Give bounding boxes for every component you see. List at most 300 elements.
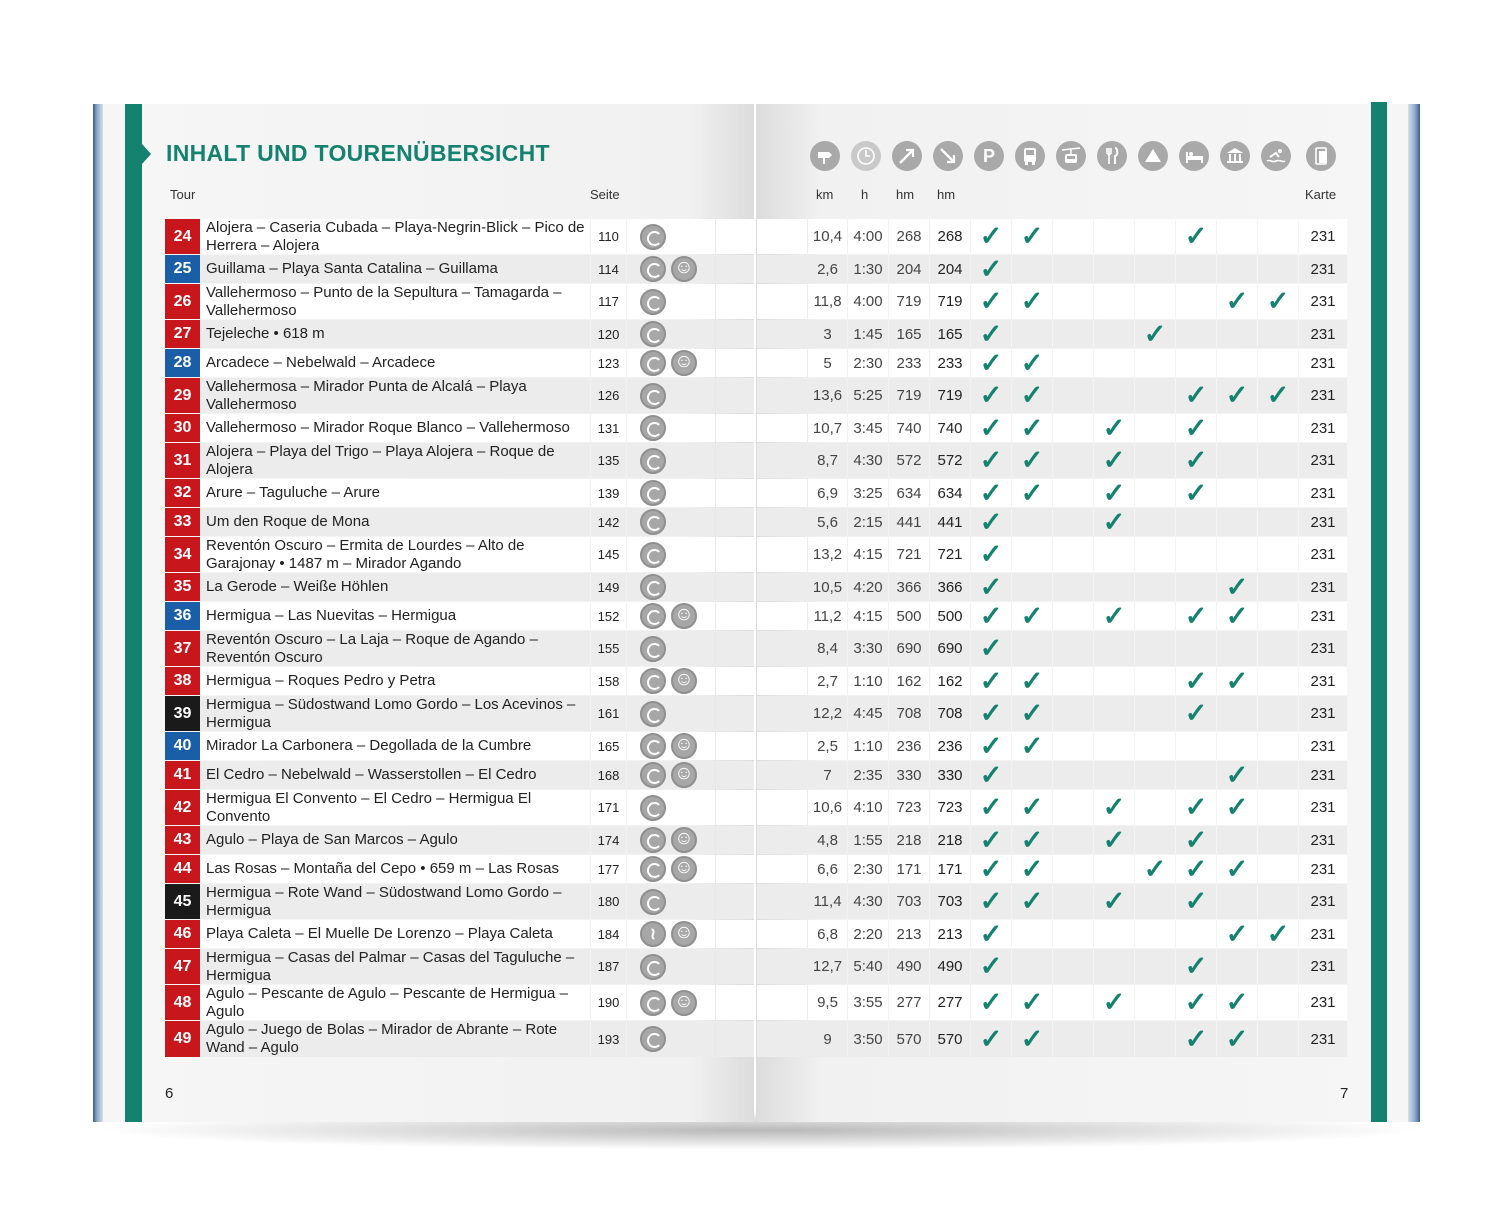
tour-descent: 500 <box>930 602 970 630</box>
tour-symbols <box>627 255 715 283</box>
feature-cell <box>1012 320 1052 348</box>
feature-cell <box>1258 985 1298 1020</box>
gutter-cell <box>716 949 754 984</box>
feature-cell <box>971 920 1011 948</box>
tour-ascent: 165 <box>889 320 929 348</box>
feature-cell <box>1135 320 1175 348</box>
table-row <box>0 985 1500 1020</box>
feature-cell <box>1258 732 1298 760</box>
feature-cell <box>971 631 1011 666</box>
tour-km: 8,4 <box>808 631 847 666</box>
gutter-cell <box>757 732 807 760</box>
table-row <box>0 508 1500 536</box>
tour-km: 3 <box>808 320 847 348</box>
gutter-cell <box>716 855 754 883</box>
tour-hours: 4:10 <box>848 790 888 825</box>
feature-cell <box>1135 696 1175 731</box>
check-icon: ✓ <box>1184 886 1208 916</box>
feature-cell <box>1053 479 1093 507</box>
feature-cell <box>1053 537 1093 572</box>
tour-descent: 634 <box>930 479 970 507</box>
gutter-cell <box>716 284 754 319</box>
table-row <box>0 631 1500 666</box>
feature-cell <box>1135 602 1175 630</box>
tour-km: 13,2 <box>808 537 847 572</box>
feature-cell <box>1217 696 1257 731</box>
round-trip-icon <box>640 762 666 788</box>
tour-number: 24 <box>165 219 200 254</box>
feature-cell <box>1094 949 1134 984</box>
feature-cell <box>1258 573 1298 601</box>
feature-cell <box>971 378 1011 413</box>
tour-map: 231 <box>1299 320 1347 348</box>
check-icon: ✓ <box>979 286 1003 316</box>
feature-cell <box>1094 573 1134 601</box>
feature-cell <box>1258 920 1298 948</box>
check-icon: ✓ <box>979 759 1003 790</box>
gutter-cell <box>716 508 754 536</box>
tour-name: Vallehermoso – Punto de la Sepultura – Tamagarda – Vallehermoso <box>200 284 590 319</box>
feature-cell <box>1176 732 1216 760</box>
feature-cell <box>1012 378 1052 413</box>
check-icon: ✓ <box>1020 221 1044 251</box>
table-row <box>0 1021 1500 1057</box>
feature-cell <box>1135 284 1175 319</box>
tour-km: 5 <box>808 349 847 377</box>
check-icon: ✓ <box>1020 445 1044 475</box>
tour-map: 231 <box>1299 696 1347 731</box>
feature-cell <box>1217 508 1257 536</box>
family-friendly-icon <box>671 350 697 376</box>
tour-hours: 1:55 <box>848 826 888 854</box>
gutter-cell <box>757 667 807 695</box>
tour-page: 149 <box>591 573 626 601</box>
tour-number: 36 <box>165 602 200 630</box>
tour-symbols <box>627 414 715 442</box>
gutter-cell <box>716 414 754 442</box>
tour-ascent: 690 <box>889 631 929 666</box>
tour-ascent: 572 <box>889 443 929 478</box>
feature-cell <box>1258 320 1298 348</box>
tour-symbols <box>627 349 715 377</box>
tour-descent: 721 <box>930 537 970 572</box>
round-trip-icon <box>640 574 666 600</box>
tour-map: 231 <box>1299 378 1347 413</box>
feature-cell <box>1053 732 1093 760</box>
feature-cell <box>1217 443 1257 478</box>
tour-map: 231 <box>1299 667 1347 695</box>
check-icon: ✓ <box>1184 824 1208 855</box>
check-icon: ✓ <box>1225 380 1249 410</box>
check-icon: ✓ <box>1020 792 1044 822</box>
feature-cell <box>971 320 1011 348</box>
tour-page: 145 <box>591 537 626 572</box>
round-trip-icon <box>640 542 666 568</box>
tour-name: Um den Roque de Mona <box>200 508 590 536</box>
tour-map: 231 <box>1299 985 1347 1020</box>
round-trip-icon <box>640 509 666 535</box>
gutter-cell <box>716 790 754 825</box>
feature-cell <box>971 761 1011 789</box>
col-header-km: km <box>816 187 834 202</box>
feature-cell <box>1094 920 1134 948</box>
family-friendly-icon <box>671 762 697 788</box>
table-row <box>0 667 1500 695</box>
tour-page: 131 <box>591 414 626 442</box>
tour-number: 49 <box>165 1021 200 1057</box>
parking-icon: P <box>974 141 1004 171</box>
feature-cell <box>1135 414 1175 442</box>
table-row <box>0 732 1500 760</box>
check-icon: ✓ <box>979 1023 1003 1054</box>
tour-page: 184 <box>591 920 626 948</box>
tour-hours: 2:30 <box>848 855 888 883</box>
tour-symbols <box>627 732 715 760</box>
tour-number: 25 <box>165 255 200 283</box>
feature-cell <box>971 284 1011 319</box>
gutter-cell <box>757 349 807 377</box>
check-icon: ✓ <box>1020 886 1044 916</box>
round-trip-icon <box>640 827 666 853</box>
tour-symbols <box>627 1021 715 1057</box>
feature-cell <box>1176 790 1216 825</box>
feature-cell <box>1094 790 1134 825</box>
feature-cell <box>1176 508 1216 536</box>
gutter-cell <box>757 479 807 507</box>
feature-cell <box>1176 761 1216 789</box>
feature-cell <box>1053 414 1093 442</box>
feature-cell <box>971 573 1011 601</box>
feature-cell <box>1094 1021 1134 1057</box>
check-icon: ✓ <box>1184 1023 1208 1054</box>
gutter-cell <box>757 985 807 1020</box>
round-trip-icon <box>640 636 666 662</box>
feature-cell <box>1217 884 1257 919</box>
feature-cell <box>1217 219 1257 254</box>
feature-cell <box>1012 667 1052 695</box>
table-row <box>0 696 1500 731</box>
tour-symbols <box>627 479 715 507</box>
tour-km: 7 <box>808 761 847 789</box>
gutter-cell <box>716 985 754 1020</box>
feature-cell <box>1053 349 1093 377</box>
tour-symbols <box>627 573 715 601</box>
tour-ascent: 218 <box>889 826 929 854</box>
feature-cell <box>971 855 1011 883</box>
check-icon: ✓ <box>1102 477 1126 508</box>
check-icon: ✓ <box>979 951 1003 981</box>
gutter-cell <box>716 378 754 413</box>
check-icon: ✓ <box>1020 824 1044 855</box>
tour-ascent: 213 <box>889 920 929 948</box>
tour-descent: 708 <box>930 696 970 731</box>
gutter-cell <box>757 631 807 666</box>
tour-number: 40 <box>165 732 200 760</box>
tour-map: 231 <box>1299 508 1347 536</box>
tour-km: 10,4 <box>808 219 847 254</box>
tour-hours: 4:00 <box>848 284 888 319</box>
check-icon: ✓ <box>1225 600 1249 631</box>
tour-descent: 719 <box>930 378 970 413</box>
feature-cell <box>971 696 1011 731</box>
tour-number: 44 <box>165 855 200 883</box>
feature-cell <box>1217 949 1257 984</box>
feature-cell <box>1135 508 1175 536</box>
feature-cell <box>1135 920 1175 948</box>
feature-cell <box>1012 479 1052 507</box>
check-icon: ✓ <box>1020 698 1044 728</box>
check-icon: ✓ <box>1225 759 1249 790</box>
feature-cell <box>1135 573 1175 601</box>
tour-map: 231 <box>1299 1021 1347 1057</box>
round-trip-icon <box>640 321 666 347</box>
feature-cell <box>1217 631 1257 666</box>
tour-map: 231 <box>1299 443 1347 478</box>
check-icon: ✓ <box>1143 853 1167 884</box>
gutter-cell <box>716 219 754 254</box>
gutter-cell <box>716 884 754 919</box>
gutter-cell <box>757 920 807 948</box>
tour-name: Hermigua – Roques Pedro y Petra <box>200 667 590 695</box>
round-trip-icon <box>640 856 666 882</box>
tour-number: 47 <box>165 949 200 984</box>
check-icon: ✓ <box>979 412 1003 443</box>
feature-cell <box>1094 696 1134 731</box>
tour-km: 8,7 <box>808 443 847 478</box>
check-icon: ✓ <box>1020 1023 1044 1054</box>
check-icon: ✓ <box>1184 987 1208 1017</box>
feature-cell <box>1012 1021 1052 1057</box>
tour-ascent: 740 <box>889 414 929 442</box>
gutter-cell <box>757 826 807 854</box>
feature-cell <box>1217 537 1257 572</box>
round-trip-icon <box>640 383 666 409</box>
check-icon: ✓ <box>1102 412 1126 443</box>
tour-descent: 703 <box>930 884 970 919</box>
col-header-seite: Seite <box>590 187 620 202</box>
feature-cell <box>1135 790 1175 825</box>
tour-page: 187 <box>591 949 626 984</box>
tour-km: 9 <box>808 1021 847 1057</box>
check-icon: ✓ <box>1225 665 1249 696</box>
gutter-cell <box>716 667 754 695</box>
check-icon: ✓ <box>1020 286 1044 316</box>
signpost-icon <box>810 141 840 171</box>
feature-cell <box>1176 255 1216 283</box>
tour-number: 37 <box>165 631 200 666</box>
page-number-left: 6 <box>165 1085 174 1102</box>
feature-cell <box>1012 602 1052 630</box>
family-friendly-icon <box>671 827 697 853</box>
feature-cell <box>1176 949 1216 984</box>
coast-route-icon <box>640 921 666 947</box>
feature-cell <box>1053 761 1093 789</box>
tour-descent: 268 <box>930 219 970 254</box>
gutter-cell <box>757 537 807 572</box>
feature-cell <box>1053 219 1093 254</box>
gutter-cell <box>757 1021 807 1057</box>
camping-icon <box>1138 141 1168 171</box>
check-icon: ✓ <box>1225 987 1249 1017</box>
feature-cell <box>1094 732 1134 760</box>
tour-name: Arure – Taguluche – Arure <box>200 479 590 507</box>
tour-km: 11,4 <box>808 884 847 919</box>
gutter-cell <box>757 255 807 283</box>
tour-number: 46 <box>165 920 200 948</box>
feature-cell <box>1135 631 1175 666</box>
round-trip-icon <box>640 224 666 250</box>
tour-hours: 3:50 <box>848 1021 888 1057</box>
feature-cell <box>1135 479 1175 507</box>
tour-descent: 204 <box>930 255 970 283</box>
tour-name: Hermigua El Convento – El Cedro – Hermigua El Convento <box>200 790 590 825</box>
tour-map: 231 <box>1299 920 1347 948</box>
gutter-cell <box>716 732 754 760</box>
tour-km: 11,8 <box>808 284 847 319</box>
tour-symbols <box>627 949 715 984</box>
feature-cell <box>971 537 1011 572</box>
feature-cell <box>1176 696 1216 731</box>
col-header-tour: Tour <box>170 187 196 202</box>
feature-cell <box>1217 732 1257 760</box>
check-icon: ✓ <box>1266 286 1290 316</box>
tour-hours: 1:10 <box>848 732 888 760</box>
descent-icon <box>933 141 963 171</box>
tour-name: Reventón Oscuro – La Laja – Roque de Agando – Reventón Oscuro <box>200 631 590 666</box>
tour-hours: 1:30 <box>848 255 888 283</box>
feature-cell <box>1135 537 1175 572</box>
check-icon: ✓ <box>1184 698 1208 728</box>
feature-cell <box>1135 667 1175 695</box>
feature-cell <box>1053 790 1093 825</box>
feature-cell <box>1012 631 1052 666</box>
feature-cell <box>971 949 1011 984</box>
feature-cell <box>1217 349 1257 377</box>
tour-km: 6,6 <box>808 855 847 883</box>
feature-cell <box>1217 255 1257 283</box>
tour-map: 231 <box>1299 414 1347 442</box>
feature-cell <box>971 826 1011 854</box>
feature-cell <box>1012 884 1052 919</box>
gutter-cell <box>716 479 754 507</box>
tour-ascent: 708 <box>889 696 929 731</box>
check-icon: ✓ <box>1225 571 1249 602</box>
tour-map: 231 <box>1299 761 1347 789</box>
tour-name: Mirador La Carbonera – Degollada de la Cumbre <box>200 732 590 760</box>
tour-km: 2,6 <box>808 255 847 283</box>
check-icon: ✓ <box>1184 412 1208 443</box>
feature-cell <box>1053 443 1093 478</box>
gutter-cell <box>716 1021 754 1057</box>
feature-cell <box>1012 790 1052 825</box>
tour-symbols <box>627 378 715 413</box>
check-icon: ✓ <box>979 600 1003 631</box>
feature-cell <box>1135 1021 1175 1057</box>
check-icon: ✓ <box>1184 445 1208 475</box>
feature-cell <box>1012 920 1052 948</box>
round-trip-icon <box>640 733 666 759</box>
tour-number: 39 <box>165 696 200 731</box>
round-trip-icon <box>640 256 666 282</box>
table-row <box>0 949 1500 984</box>
tour-symbols <box>627 602 715 630</box>
lodging-icon <box>1179 141 1209 171</box>
feature-cell <box>1217 761 1257 789</box>
tour-hours: 4:45 <box>848 696 888 731</box>
tour-hours: 4:30 <box>848 443 888 478</box>
feature-cell <box>1217 1021 1257 1057</box>
tour-number: 48 <box>165 985 200 1020</box>
tour-symbols <box>627 667 715 695</box>
tour-symbols <box>627 920 715 948</box>
tour-number: 34 <box>165 537 200 572</box>
feature-cell <box>1053 667 1093 695</box>
gutter-cell <box>757 320 807 348</box>
tour-km: 12,2 <box>808 696 847 731</box>
check-icon: ✓ <box>1184 600 1208 631</box>
feature-cell <box>1258 602 1298 630</box>
feature-cell <box>1258 378 1298 413</box>
tour-page: 139 <box>591 479 626 507</box>
tour-number: 42 <box>165 790 200 825</box>
tour-map: 231 <box>1299 537 1347 572</box>
feature-cell <box>1258 443 1298 478</box>
feature-cell <box>1258 414 1298 442</box>
tour-symbols <box>627 219 715 254</box>
feature-cell <box>1258 479 1298 507</box>
gutter-cell <box>716 826 754 854</box>
gutter-cell <box>757 602 807 630</box>
tour-hours: 5:25 <box>848 378 888 413</box>
feature-cell <box>1094 602 1134 630</box>
round-trip-icon <box>640 668 666 694</box>
check-icon: ✓ <box>979 665 1003 696</box>
tour-symbols <box>627 761 715 789</box>
gutter-cell <box>757 508 807 536</box>
tour-name: Tejeleche • 618 m <box>200 320 590 348</box>
feature-cell <box>1217 378 1257 413</box>
feature-cell <box>1176 320 1216 348</box>
table-row <box>0 479 1500 507</box>
tour-page: 123 <box>591 349 626 377</box>
check-icon: ✓ <box>1102 506 1126 537</box>
feature-cell <box>1012 284 1052 319</box>
feature-cell <box>1258 255 1298 283</box>
feature-cell <box>1217 920 1257 948</box>
feature-cell <box>1094 884 1134 919</box>
feature-cell <box>1012 255 1052 283</box>
tour-map: 231 <box>1299 949 1347 984</box>
check-icon: ✓ <box>1225 792 1249 822</box>
tour-page: 110 <box>591 219 626 254</box>
gutter-cell <box>716 920 754 948</box>
table-row <box>0 349 1500 377</box>
check-icon: ✓ <box>1184 477 1208 508</box>
feature-cell <box>1135 255 1175 283</box>
family-friendly-icon <box>671 733 697 759</box>
tour-page: 171 <box>591 790 626 825</box>
feature-cell <box>1176 443 1216 478</box>
check-icon: ✓ <box>1020 600 1044 631</box>
feature-cell <box>1176 378 1216 413</box>
check-icon: ✓ <box>979 347 1003 378</box>
round-trip-icon <box>640 289 666 315</box>
restaurant-icon <box>1097 141 1127 171</box>
check-icon: ✓ <box>979 221 1003 251</box>
tour-symbols <box>627 537 715 572</box>
feature-cell <box>1217 855 1257 883</box>
tour-km: 6,8 <box>808 920 847 948</box>
